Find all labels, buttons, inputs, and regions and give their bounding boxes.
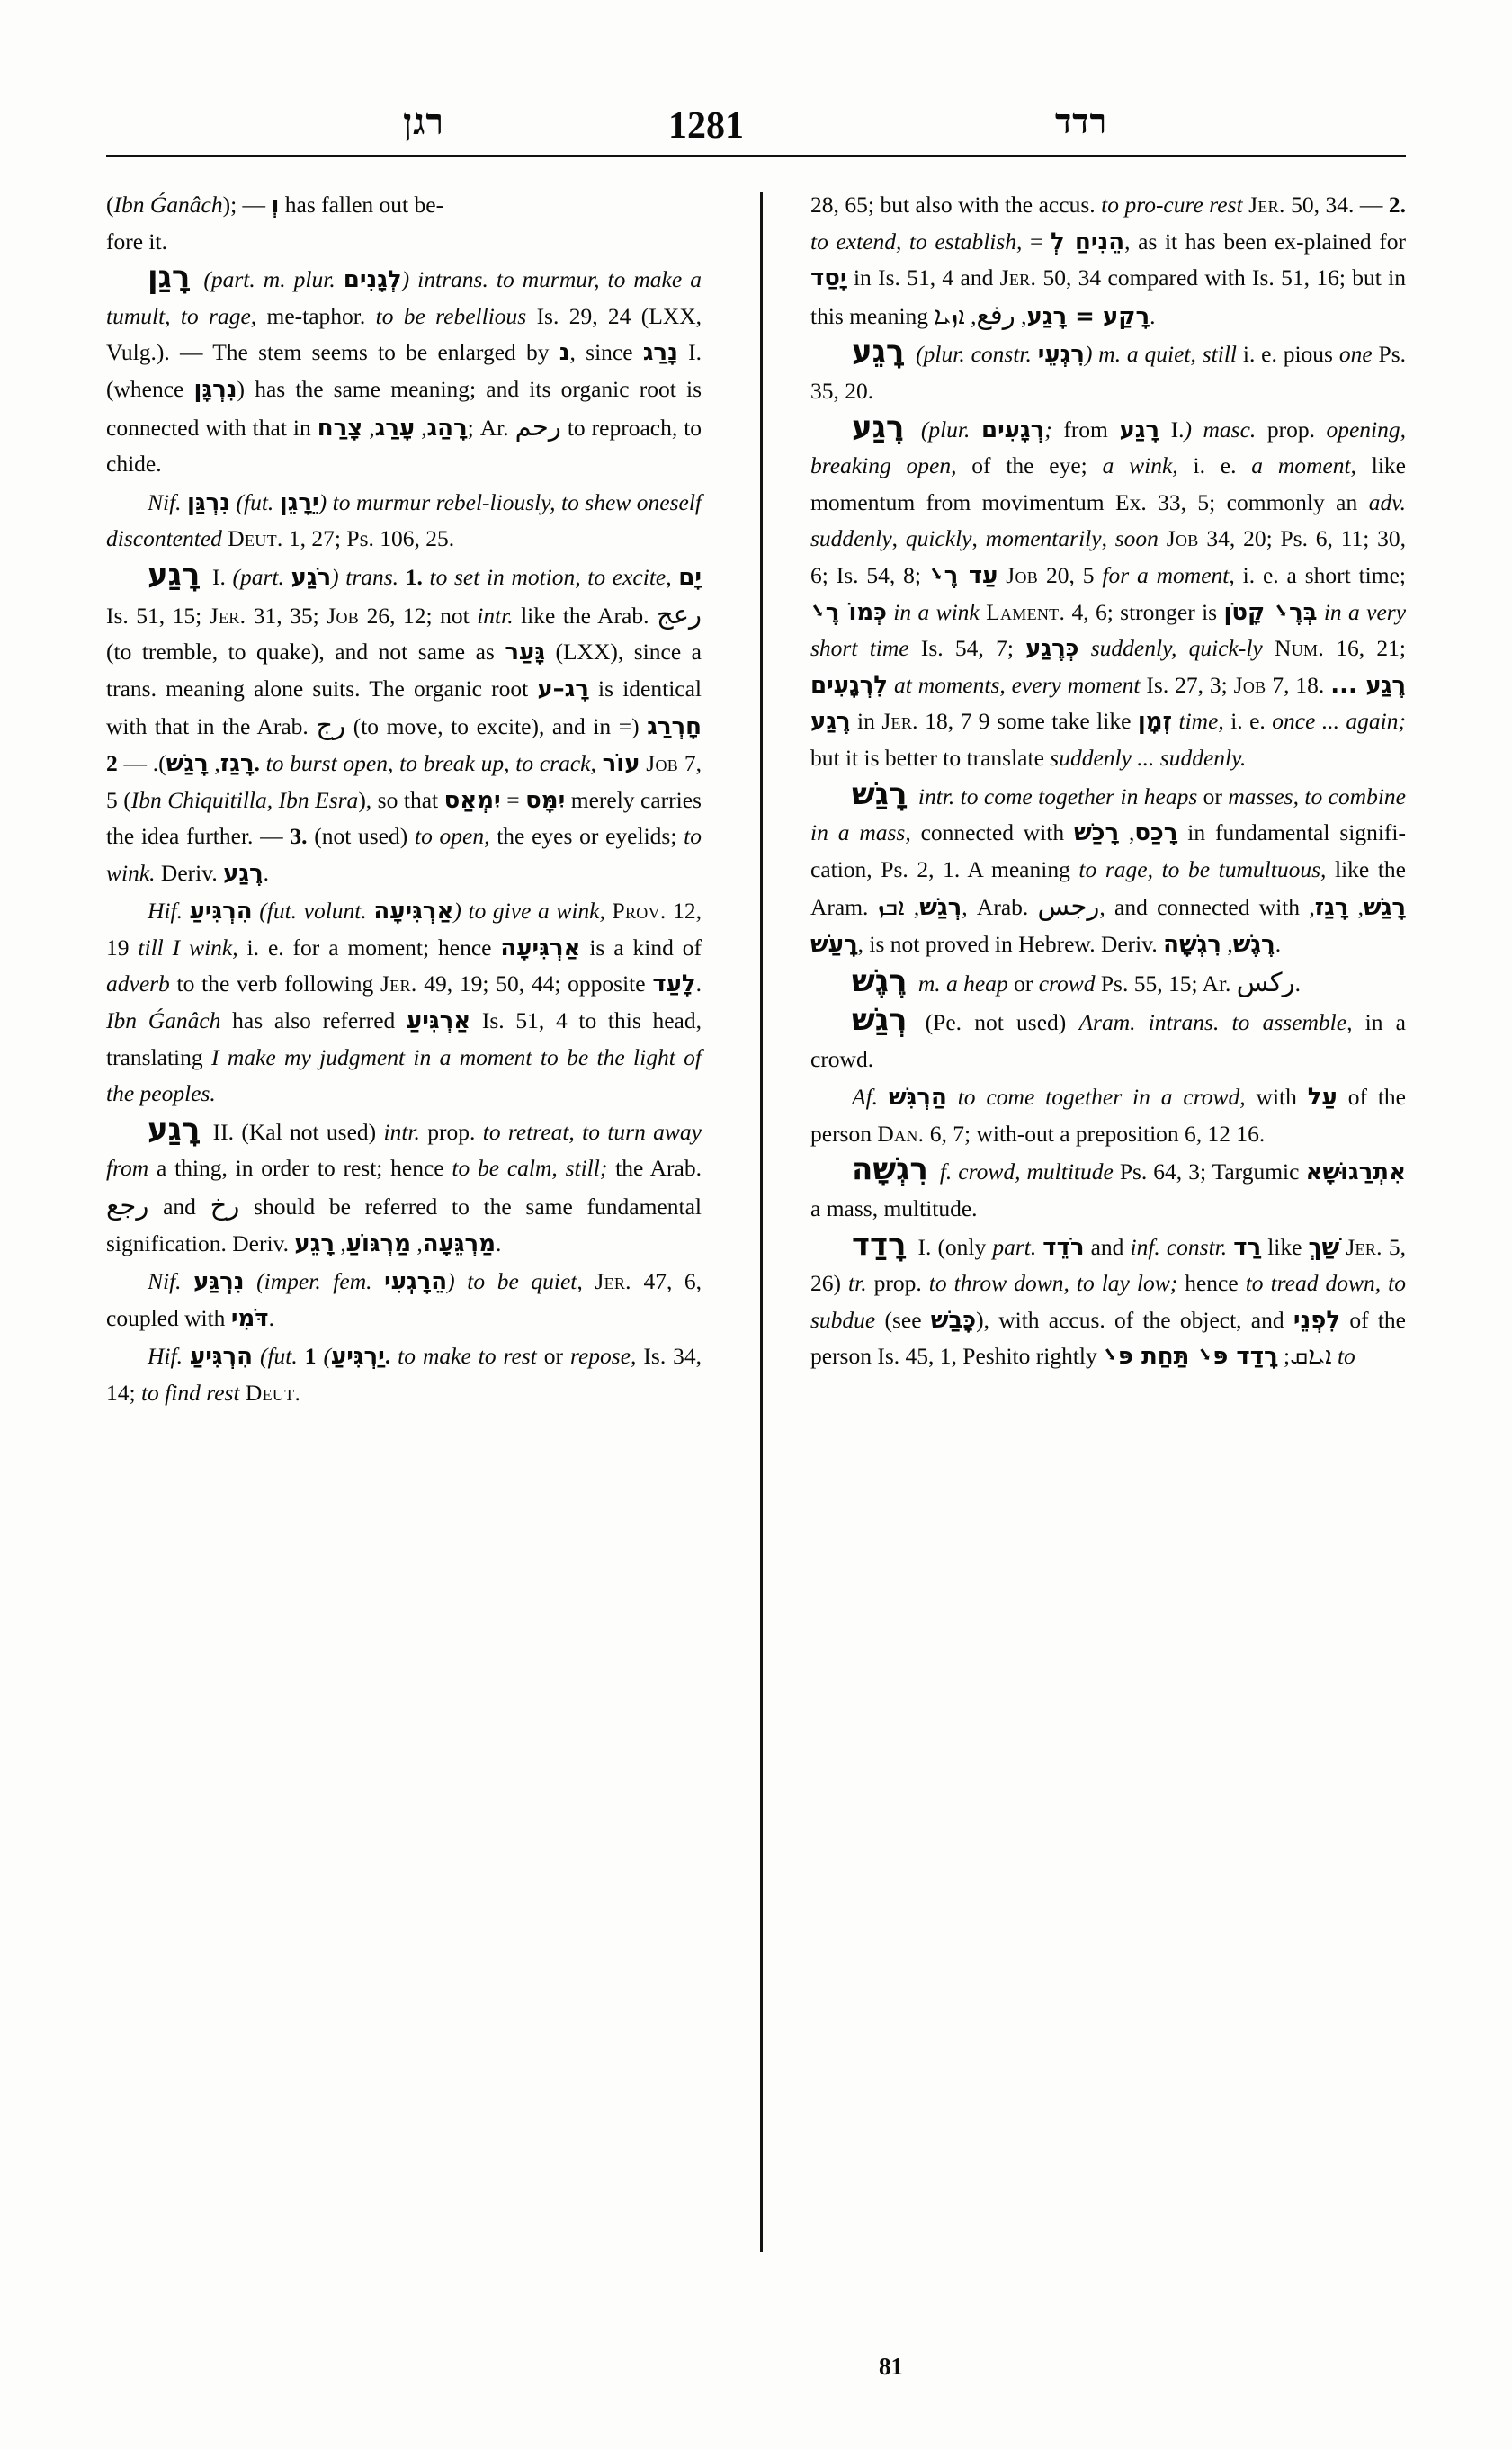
entry-paragraph: (Ibn Ǵanâch); — וְ has fallen out be- fore it. (106, 192, 444, 255)
column-divider-rule (760, 192, 763, 2252)
entry-raga-one-hifil: Hif. הִרְגִּיעַ (fut. volunt. אַרְגִּיעָה) to give a wink, Prov. 12, 19 till I wink, i. e. for a moment; hence אַרְגִּיעָה is a kind of adverb to the verb following Jer. 49, 19; 50, 44; opposite לָעַד. Ibn Ǵanâch has also referred אַרְגִּיעַ Is. 51, 4 to this head, translating I make my judgment in a moment to be the light of the peoples. (106, 898, 702, 1107)
headword-hebrew: רָגַע (148, 556, 201, 593)
entry-raga-two-hifil: Hif. הִרְגִּיעַ (fut. יַרְגִּיעַ) 1. to make to rest or repose, Is. 34, 14; to find rest Deut. (106, 1343, 702, 1406)
signature-mark-row (106, 2353, 1406, 2381)
headword-hebrew: רָגַשׁ (852, 775, 908, 812)
headword-hebrew: רֶגַע (852, 408, 905, 445)
entry-radad: רָדַד I. (only part. רֹדֵד and inf. constr. רַד like שַׁךְ Jer. 5, 26) tr. prop. to throw down, to lay low; hence to tread down, to subdue (see כָּבַשׁ), with accus. of the object, and לִפְנֵי of the person Is. 45, 1, Peshito rightly ܐܝܐܩ; רָדַד פּ܌ תַּחַת פּ܌ to (810, 1226, 1407, 1371)
entry-ragan-nifal: Nif. נִרְגַּן (fut. יֵרָגֵן) to murmur rebel-liously, to shew oneself discontented Deut. 1, 27; Ps. 106, 25. (106, 488, 702, 552)
page-number: 1281 (668, 105, 744, 147)
headword-hebrew: רֶגֶשׁ (852, 963, 908, 1000)
running-head-left-hebrew: רגן (403, 102, 445, 142)
headword-hebrew: רִגְשָׁה (852, 1151, 928, 1188)
running-head-right-hebrew: רדד (1055, 103, 1108, 141)
entry-ragan: רָגַן (part. m. plur. לְגָנִים) intrans. to murmur, to make a tumult, to rage, me-taphor. to be rebellious Is. 29, 24 (LXX, Vulg.). — The stem seems to be enlarged by נ, since נָרַג I. (whence נִרְגָּן) has the same meaning; and its organic root is connected with that in רָהַג, עָרַג, צָרַח ; Ar. رحم to reproach, to chide. (106, 259, 702, 478)
headword-hebrew: רָגַע (148, 1111, 201, 1148)
headword-hebrew: רָגֵע (852, 334, 905, 371)
header-rule (106, 155, 1406, 157)
entry-ragea: רָגֵע (plur. constr. רִגְעֵי) m. a quiet, still i. e. pious one Ps. 35, 20. (810, 334, 1407, 404)
entry-ragash-verb: רָגַשׁ intr. to come together in heaps or masses, to combine in a mass, connected with רָכַס, רָכַשׁ in fundamental signifi-cation, Ps. 2, 1. A meaning to rage, to be tumultuous, like the Aram. רְגַשׁ, ܐܒܙ , Arab. رجس, and connected with רָגַשׁ, רָגַז, רָעַשׁ, is not proved in Hebrew. Deriv. רֶגֶשׁ, רִגְשָׁה . (810, 775, 1407, 958)
headword-hebrew: רָגַן (148, 259, 191, 296)
right-column (810, 187, 1406, 1375)
left-column (106, 187, 702, 1412)
running-head (106, 99, 1406, 164)
entry-raga-one: רָגַע I. (part. רֹגַע) trans. 1. to set in motion, to excite, יָם Is. 51, 15; Jer. 31, 35; Job 26, 12; not intr. like the Arab. رعج (to tremble, to quake), and not same as גָּעַר (LXX), since a trans. meaning alone suits. The organic root רָג–ע is identical with that in the Arab. رج (to move, to excite), and in חָרְרַג (= רָגַז, רָגַשׁ). — 2. to burst open, to break up, to crack, עוֹר Job 7, 5 (Ibn Chiquitilla, Ibn Esra), so that יִמָּס = יִמְאַס merely carries the idea further. — 3. (not used) to open, the eyes or eyelids; to wink. Deriv. רֶגַע. (106, 556, 702, 887)
entry-regesh-noun: רֶגֶשׁ m. a heap or crowd Ps. 55, 15; Ar. ركس. (852, 963, 1301, 1000)
entry-raga-two: רָגַע II. (Kal not used) intr. prop. to retreat, to turn away from a thing, in order to rest; hence to be calm, still; the Arab. رجع and رخ should be referred to the same fundamental signification. Deriv. מַרְגֵּעָה, מַרְגּוֹעַ, רָגֵע . (106, 1111, 702, 1257)
headword-hebrew: רְגַשׁ (852, 1002, 908, 1039)
page-content-area (106, 99, 1407, 2380)
entry-rigshah: רִגְשָׁה f. crowd, multitude Ps. 64, 3; Targumic אִתְרַגוּשָׁא a mass, multitude. (810, 1151, 1406, 1222)
entry-paragraph: 28, 65; but also with the accus. to pro-cure rest Jer. 50, 34. — 2. to extend, to establish, = הֵנִיחַ לְ, as it has been ex-plained for יָסַד in Is. 51, 4 and Jer. 50, 34 compared with Is. 51, 16; but in this meaning רָקַע = רָגַע, رفع, ܐܙܝܐ . (810, 192, 1407, 330)
entry-regash-afel: Af. הַרְגִּשׁ to come together in a crowd, with עַל of the person Dan. 6, 7; with-out a preposition 6, 12 16. (810, 1084, 1406, 1147)
headword-hebrew: רָדַד (852, 1226, 907, 1263)
two-column-body (106, 187, 1406, 2328)
entry-regash-aramaic: רְגַשׁ (Pe. not used) Aram. intrans. to assemble, in a crowd. (810, 1002, 1406, 1072)
entry-raga-two-nifal: Nif. נִרְגַּע (imper. fem. הֵרָגְעִי) to be quiet, Jer. 47, 6, coupled with דֹּמִי. (106, 1268, 702, 1332)
signature-mark: 81 (879, 2353, 903, 2380)
entry-rega: רֶגַע (plur. רְגָעִים; from רָגַע I.) masc. prop. opening, breaking open, of the eye; a wink, i. e. a moment, like momentum from movimentum Ex. 33, 5; commonly an adv. suddenly, quickly, momentarily, soon Job 34, 20; Ps. 6, 11; 30, 6; Is. 54, 8; עַד רֶ܌ Job 20, 5 for a moment, i. e. a short time; כְּמוֹ רֶ܌ in a wink Lament. 4, 6; stronger is בְּרֶ܌ קָטֹן in a very short time Is. 54, 7; כְּרֶגַע suddenly, quick-ly Num. 16, 21; לִרְגָעִים at moments, every moment Is. 27, 3; Job 7, 18. רֶגַע ... רֶגַע in Jer. 18, 7 9 some take like זְמָן time, i. e. once ... again; but it is better to translate suddenly ... suddenly. (810, 408, 1407, 771)
